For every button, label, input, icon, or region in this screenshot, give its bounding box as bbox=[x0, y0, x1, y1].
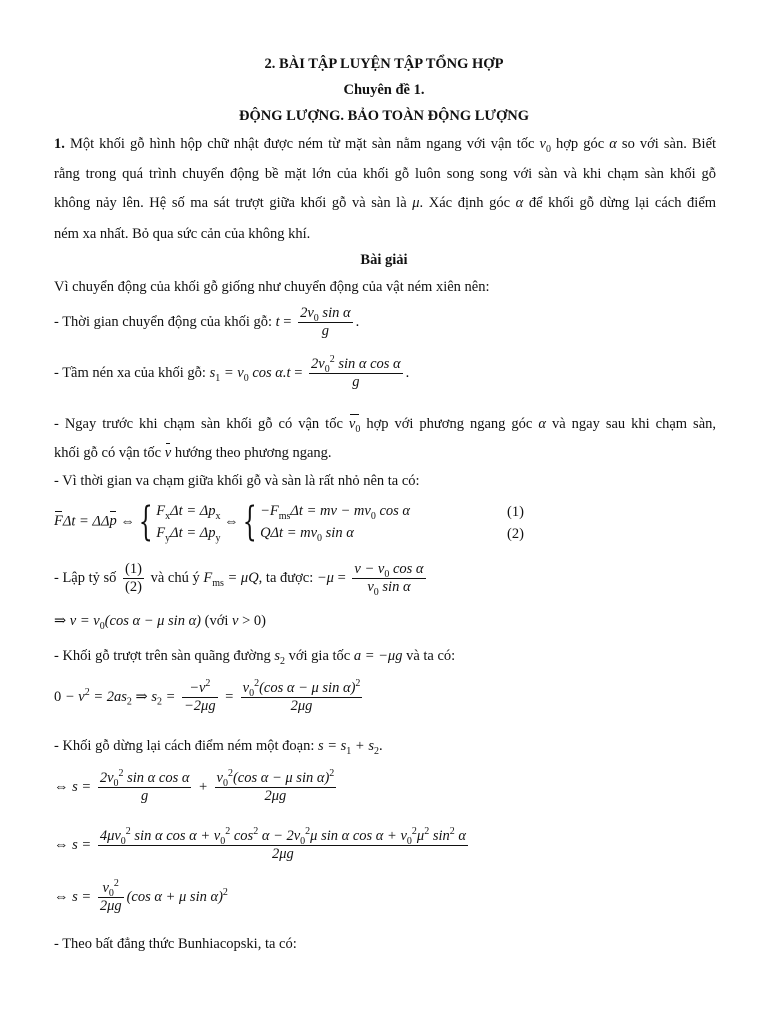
solution-line-1: Vì chuyển động của khối gỗ giống như chuyển động của vật ném xiên nên: bbox=[54, 279, 490, 295]
solution-heading: Bài giải bbox=[360, 252, 408, 268]
solution-total-line: - Khối gỗ dừng lại cách điểm ném một đoạn: $s = s_1 + s_2$. bbox=[54, 738, 383, 757]
formula-s2: $0 - v^2 = 2as_2$ ⇒ $s_2$ = $\frac{-v^2}{-2\mu g}$ = $\frac{v_0^2(\cos \alpha - \mu \sin \alpha)^2}{2\mu g}$ bbox=[54, 678, 361, 714]
chapter-title: ĐỘNG LƯỢNG. BẢO TOÀN ĐỘNG LƯỢNG bbox=[238, 108, 530, 124]
problem-line-2: rằng trong quá trình chuyển động bề mặt lớn của khối gỗ luôn song song với sàn và khi chạm sàn khối gỗ bbox=[54, 166, 716, 182]
equation-label-2: (2) bbox=[507, 526, 524, 542]
formula-s-1: ⇔ s = $\frac{2v_0^2 \sin \alpha \cos \alpha}{g}$ + $\frac{v_0^2(\cos \alpha - \mu \sin \alpha)^2}{2\mu g}$ bbox=[54, 768, 335, 804]
problem-line-1: 1. Một khối gỗ hình hộp chữ nhật được ném từ mặt sàn nằm ngang với vận tốc $v_0$ hợp góc α so với sàn. Biết bbox=[54, 136, 717, 155]
formula-range: $\frac{2v_0^2 \sin \alpha \cos \alpha}{g}$ bbox=[311, 354, 401, 390]
solution-line-collision: - Vì thời gian va chạm giữa khối gỗ và sàn là rất nhỏ nên ta có: bbox=[54, 473, 420, 489]
solution-bunhiacopski-line: - Theo bất đẳng thức Bunhiacopski, ta có: bbox=[54, 936, 297, 952]
formula-ratio: $\frac{v - v_0 \cos \alpha}{v_0 \sin \alpha}$ bbox=[354, 561, 424, 598]
momentum-system: FΔt = ΔΔp ⇔{ $F_x\Delta t = \Delta p_x$ $F_y\Delta t = \Delta p_y$ ⇔{ $-F_{ms}\Delta t$ = mv − $mv_0$ cos α $Q\Delta t = mv_0$ sin α bbox=[54, 499, 411, 545]
problem-line-4: ném xa nhất. Bỏ qua sức cản của không khí. bbox=[54, 226, 311, 242]
formula-time: $\frac{2v_0 \sin \alpha}{g}$ bbox=[300, 305, 351, 339]
solution-line-velocity: - Ngay trước khi chạm sàn khối gỗ có vận tốc $v_0$ hợp với phương ngang góc α và ngay sau khi chạm sàn, bbox=[54, 416, 717, 435]
formula-s-2: ⇔ s = $4\mu v_0^2$ sin α $\cos \alpha + v_0^2$ $\cos^2 \alpha - 2v_0^2\mu$ sin α $\cos \alpha + v_0^2\mu^2$ $\sin^2 \alpha$ 2μg bbox=[54, 826, 466, 862]
math-v0: $v_0$ bbox=[539, 136, 551, 155]
solution-time-line: - Thời gian chuyển động của khối gỗ: t = $\frac{2v_0 \sin \alpha}{g}$ . bbox=[54, 305, 360, 339]
formula-s-3: ⇔ s = $\frac{v_0^2}{2\mu g}$ (cos α + μ sin α)$^2$ bbox=[54, 878, 228, 914]
formula-v-result: ⇒ $v = v_0(\cos$ α − μ sin α) (với v > 0) bbox=[54, 613, 266, 632]
solution-line-velocity-2: khối gỗ có vận tốc v hướng theo phương ngang. bbox=[54, 445, 332, 461]
solution-slide-line: - Khối gỗ trượt trên sàn quãng đường $s_2$ với gia tốc a = −μg và ta có: bbox=[54, 648, 456, 667]
problem-line-3: không nảy lên. Hệ số ma sát trượt giữa khối gỗ và sàn là μ. Xác định góc α để khối gỗ dừng lại cách điểm bbox=[54, 195, 717, 211]
math-mu: μ bbox=[412, 195, 420, 211]
equation-label-1: (1) bbox=[507, 504, 524, 520]
section-title: 2. BÀI TẬP LUYỆN TẬP TỔNG HỢP bbox=[264, 56, 504, 72]
math-alpha: α bbox=[515, 195, 524, 211]
solution-ratio-line: - Lập tỷ số $\frac{(1)}{(2)}$ và chú ý $F_{ms} = \mu Q$, ta được: −μ = $\frac{v - v_0 \cos \alpha}{v_0 \sin \alpha}$ bbox=[54, 561, 424, 598]
problem-number: 1. bbox=[54, 136, 65, 152]
solution-range-line: - Tầm nén xa của khối gỗ: $s_1 = v_0$ cos α.t = $\frac{2v_0^2 \sin \alpha \cos \alpha}{g}$ . bbox=[54, 354, 410, 390]
topic-label: Chuyên đề 1. bbox=[343, 82, 425, 98]
math-alpha: α bbox=[609, 136, 617, 152]
